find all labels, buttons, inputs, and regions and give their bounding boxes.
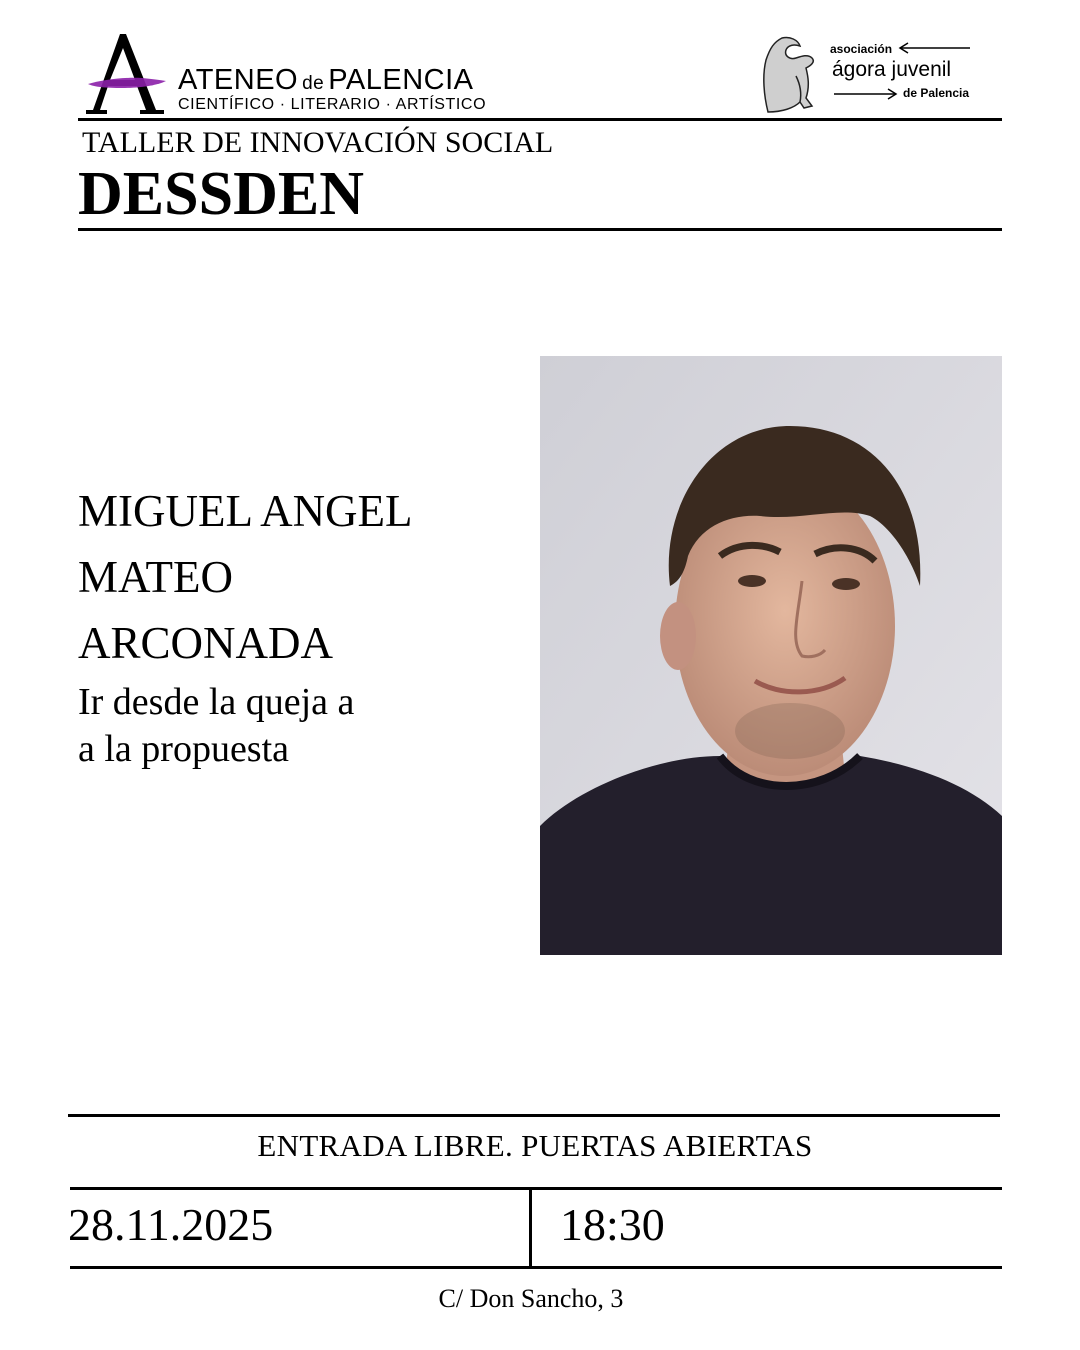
agora-arrows-icon (834, 36, 990, 116)
ateneo-letter-a-icon (82, 30, 168, 116)
footer-top-rule (68, 1114, 1000, 1117)
agora-city: de Palencia (903, 86, 970, 100)
entry-note: ENTRADA LIBRE. PUERTAS ABIERTAS (257, 1128, 813, 1163)
ateneo-subtitle: CIENTÍFICO · LITERARIO · ARTÍSTICO (178, 96, 487, 113)
agora-figure-icon (760, 36, 826, 116)
workshop-label: TALLER DE INNOVACIÓN SOCIAL (82, 126, 554, 159)
agora-asociacion-text: asociación (830, 42, 893, 56)
event-time: 18:30 (560, 1199, 665, 1250)
agora-name: ágora juvenil (832, 58, 952, 81)
footer-middle-rule (70, 1187, 1002, 1190)
portrait-image (540, 356, 1002, 955)
talk-subtitle (78, 679, 518, 773)
title-rule (78, 228, 1002, 231)
speaker-name (78, 478, 518, 676)
footer-divider (529, 1189, 532, 1268)
event-title: DESSDEN (78, 160, 364, 228)
event-date: 28.11.2025 (68, 1199, 274, 1250)
ateneo-logo (82, 30, 487, 116)
speaker-name-line: MIGUEL ANGEL (78, 486, 413, 536)
speaker-portrait (540, 356, 1002, 955)
talk-subtitle-line: a la propuesta (78, 728, 290, 770)
agora-logo (760, 36, 990, 116)
footer-bottom-rule (70, 1266, 1002, 1269)
ateneo-name: ATENEO de PALENCIA (178, 64, 474, 96)
speaker-name-line: MATEO (78, 552, 233, 602)
talk-subtitle-line: Ir desde la queja a (78, 681, 355, 723)
speaker-name-line: ARCONADA (78, 618, 334, 668)
header-rule (78, 118, 1002, 121)
event-address: C/ Don Sancho, 3 (438, 1284, 624, 1313)
